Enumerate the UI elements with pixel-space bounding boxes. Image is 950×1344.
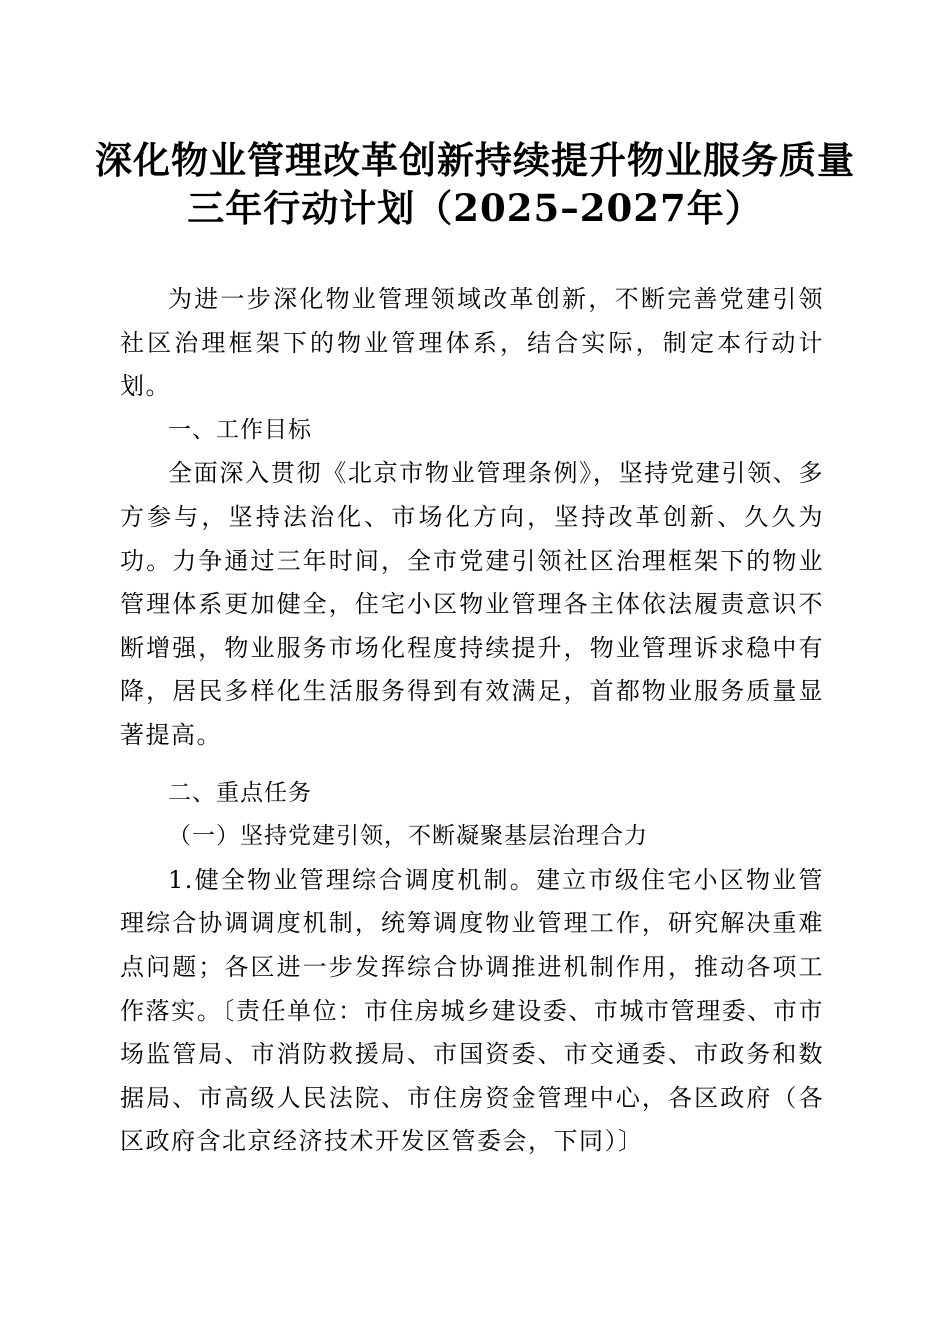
- subsection-heading-party-building: （一）坚持党建引领，不断凝聚基层治理合力: [168, 823, 648, 850]
- goals-paragraph: 全面深入贯彻《北京市物业管理条例》，坚持党建引领、多方参与，坚持法治化、市场化方向，坚持改革创新、久久为功。力争通过三年时间，全市党建引领社区治理框架下的物业管理体系更加健全，住宅小区物业管理各主体依法履责意识不断增强，物业服务市场化程度持续提升，物业管理诉求稳中有降，居民多样化生活服务得到有效满足，首都物业服务质量显著提高。: [120, 459, 824, 749]
- section-heading-goals: 一、工作目标: [168, 416, 312, 443]
- intro-paragraph: 为进一步深化物业管理领域改革创新，不断完善党建引领社区治理框架下的物业管理体系，结合实际，制定本行动计划。: [120, 285, 824, 401]
- section-heading-tasks: 二、重点任务: [168, 779, 312, 806]
- document-body: [120, 278, 824, 1164]
- document-title-line-2: 三年行动计划（2025–2027年）: [187, 186, 763, 230]
- task-item-1-paragraph: 1.健全物业管理综合调度机制。建立市级住宅小区物业管理综合协调调度机制，统筹调度物业管理工作，研究解决重难点问题；各区进一步发挥综合协调推进机制作用，推动各项工作落实。〔责任单位：市住房城乡建设委、市城市管理委、市市场监管局、市消防救援局、市国资委、市交通委、市政务和数据局、市高级人民法院、市住房资金管理中心，各区政府（各区政府含北京经济技术开发区管委会，下同）〕: [120, 865, 824, 1156]
- document-title-line-1: 深化物业管理改革创新持续提升物业服务质量: [95, 138, 855, 182]
